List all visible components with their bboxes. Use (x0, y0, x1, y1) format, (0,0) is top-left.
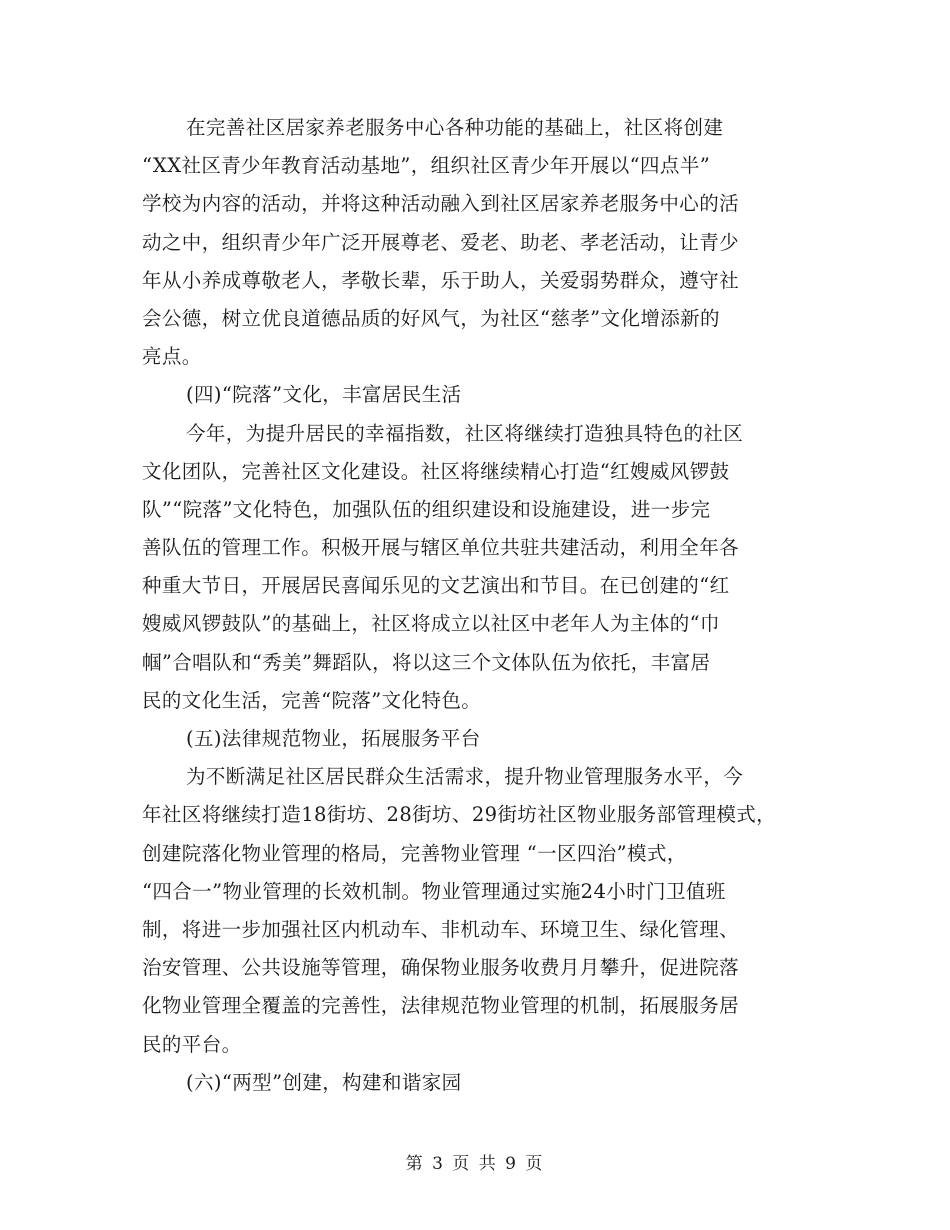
text-line: 会公德，树立优良道德品质的好风气，为社区“慈孝”文化增添新的 (142, 306, 720, 330)
text-line: 学校为内容的活动，并将这种活动融入到社区居家养老服务中心的活 (142, 192, 740, 216)
text-line: 民的文化生活，完善“院落”文化特色。 (142, 688, 482, 712)
text-line: 队”“院落”文化特色，加强队伍的组织建设和设施建设，进一步完 (142, 497, 711, 521)
text-line: “XX社区青少年教育活动基地”，组织社区青少年开展以“四点半” (142, 154, 711, 178)
text-line: 文化团队，完善社区文化建设。社区将继续精心打造“红嫂威风锣鼓 (142, 459, 730, 483)
text-line: 在完善社区居家养老服务中心各种功能的基础上，社区将创建 (186, 116, 724, 139)
text-line: 制，将进一步加强社区内机动车、非机动车、环境卫生、绿化管理、 (142, 917, 740, 941)
text-line: 年从小养成尊敬老人，孝敬长辈，乐于助人，关爱弱势群众，遵守社 (142, 268, 740, 292)
text-line: 民的平台。 (142, 1032, 242, 1056)
text-line: 亮点。 (142, 345, 202, 369)
text-line: 善队伍的管理工作。积极开展与辖区单位共驻共建活动，利用全年各 (142, 536, 740, 560)
text-line: 创建院落化物业管理的格局，完善物业管理 “一区四治”模式， (142, 841, 687, 865)
section-heading-4: (四)“院落”文化，丰富居民生活 (186, 383, 462, 407)
section-heading-6: (六)“两型”创建，构建和谐家园 (186, 1070, 462, 1094)
text-line: 治安管理、公共设施等管理，确保物业服务收费月月攀升，促进院落 (142, 956, 740, 980)
text-line: 化物业管理全覆盖的完善性，法律规范物业管理的机制，拓展服务居 (142, 994, 740, 1018)
text-line: 嫂威风锣鼓队”的基础上，社区将成立以社区中老年人为主体的“巾 (142, 612, 720, 636)
document-body (142, 109, 822, 1102)
text-line: 今年，为提升居民的幸福指数，社区将继续打造独具特色的社区 (186, 421, 744, 445)
page-number-footer: 第 3 页 共 9 页 (405, 1154, 545, 1174)
section-heading-5: (五)法律规范物业，拓展服务平台 (186, 727, 481, 750)
text-line: 帼”合唱队和“秀美”舞蹈队，将以这三个文体队伍为依托，丰富居 (142, 650, 711, 674)
text-line: “四合一”物业管理的长效机制。物业管理通过实施24小时门卫值班 (142, 879, 726, 903)
text-line: 为不断满足社区居民群众生活需求，提升物业管理服务水平，今 (186, 765, 744, 789)
text-line: 年社区将继续打造18街坊、28街坊、29街坊社区物业服务部管理模式， (142, 803, 777, 827)
text-line: 动之中，组织青少年广泛开展尊老、爱老、助老、孝老活动，让青少 (142, 230, 740, 254)
text-line: 种重大节日，开展居民喜闻乐见的文艺演出和节目。在已创建的“红 (142, 574, 730, 598)
